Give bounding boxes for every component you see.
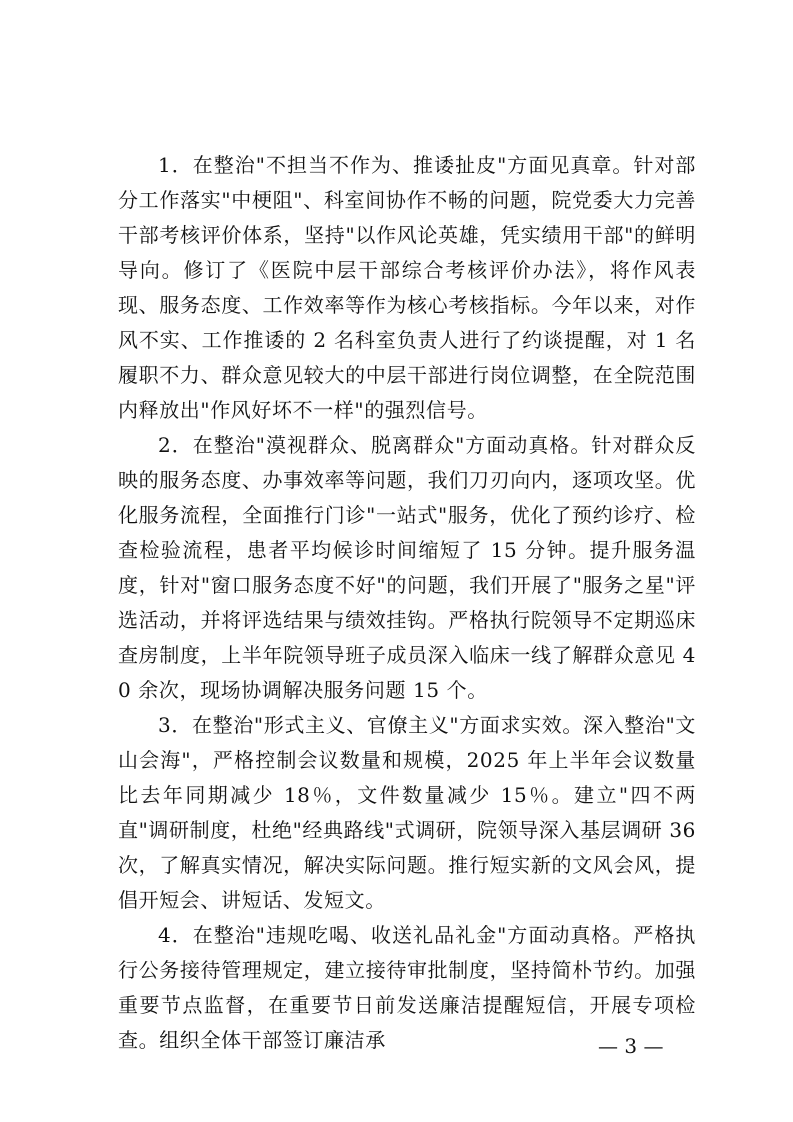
paragraph-3: 3．在整治"形式主义、官僚主义"方面求实效。深入整治"文山会海"，严格控制会议数量和规模，2025 年上半年会议数量比去年同期减少 18％，文件数量减少 15％。建立"四不两直"调研制度，杜绝"经典路线"式调研，院领导深入基层调研 36 次，了解真实情况，解决实际问题。推行短实新的文风会风，提倡开短会、讲短话、发短文。 [118, 713, 697, 912]
paragraph-1: 1．在整治"不担当不作为、推诿扯皮"方面见真章。针对部分工作落实"中梗阻"、科室间协作不畅的问题，院党委大力完善干部考核评价体系，坚持"以作风论英雄，凭实绩用干部"的鲜明导向。修订了《医院中层干部综合考核评价办法》，将作风表现、服务态度、工作效率等作为核心考核指标。今年以来，对作风不实、工作推诿的 2 名科室负责人进行了约谈提醒，对 1 名履职不力、群众意见较大的中层干部进行岗位调整，在全院范围内释放出"作风好坏不一样"的强烈信号。 [118, 153, 696, 422]
paragraph-2: 2．在整治"漠视群众、脱离群众"方面动真格。针对群众反映的服务态度、办事效率等问题，我们刀刃向内，逐项攻坚。优化服务流程，全面推行门诊"一站式"服务，优化了预约诊疗、检查检验流程，患者平均候诊时间缩短了 15 分钟。提升服务温度，针对"窗口服务态度不好"的问题，我们开展了"服务之星"评选活动，并将评选结果与绩效挂钩。严格执行院领导不定期巡床查房制度，上半年院领导班子成员深入临床一线了解群众意见 40 余次，现场协调解决服务问题 15 个。 [118, 433, 696, 702]
document-body [118, 148, 696, 1058]
page-number: — 3 — [598, 1034, 664, 1058]
paragraph-4: 4．在整治"违规吃喝、收送礼品礼金"方面动真格。严格执行公务接待管理规定，建立接待审批制度，坚持简朴节约。加强重要节点监督，在重要节日前发送廉洁提醒短信，开展专项检查。组织全体干部签订廉洁承 [118, 923, 696, 1052]
